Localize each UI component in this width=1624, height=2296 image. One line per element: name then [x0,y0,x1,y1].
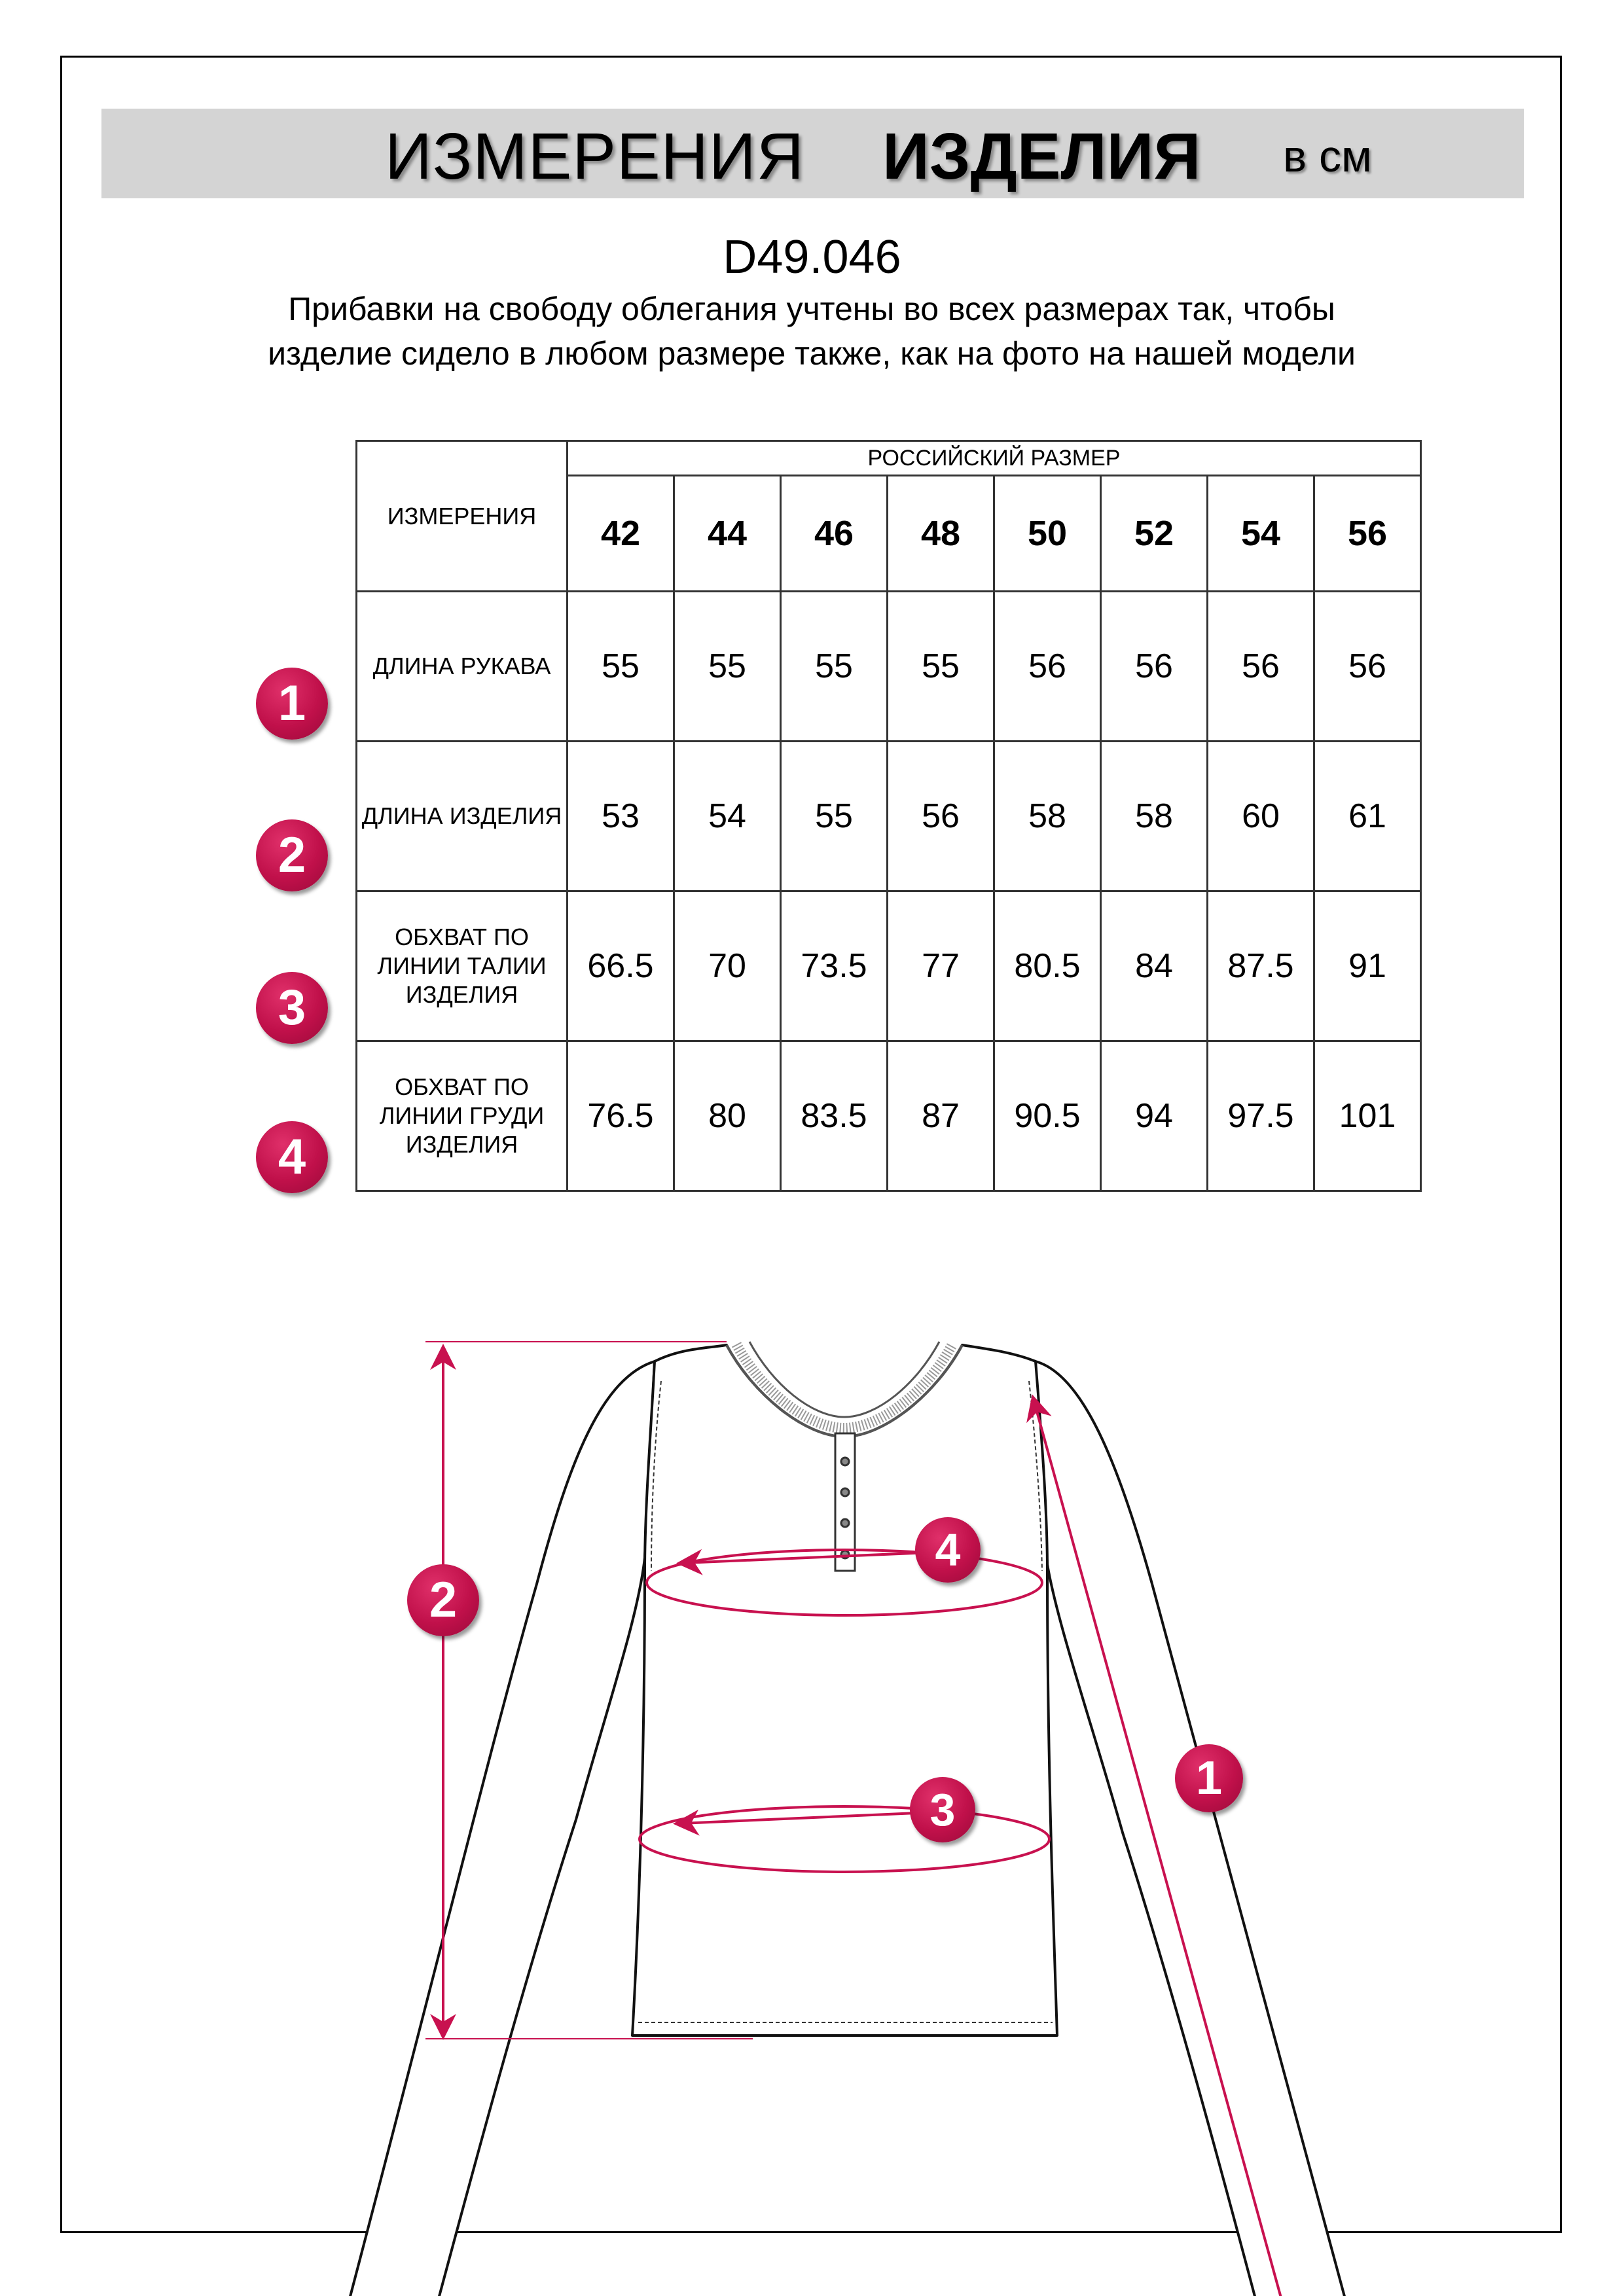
title-main: ИЗМЕРЕНИЯ [385,120,804,193]
value-cell: 90.5 [994,1041,1101,1191]
size-header: 50 [994,476,1101,592]
size-header: 52 [1101,476,1208,592]
value-cell: 101 [1314,1041,1421,1191]
value-cell: 55 [888,592,994,742]
size-header: 54 [1208,476,1314,592]
fit-note: Прибавки на свободу облегания учтены во всех размерах так, чтобы изделие сидело в любом размере также, как на фото на нашей модели [268,291,1356,372]
measurements-header: ИЗМЕРЕНИЯ [357,441,568,592]
value-cell: 94 [1101,1041,1208,1191]
size-header: 48 [888,476,994,592]
title-bold: ИЗДЕЛИЯ [882,120,1201,193]
sleeve-marker: 1 [1175,1744,1243,1812]
value-cell: 55 [781,742,888,891]
row-number-badge: 1 [256,668,328,740]
value-cell: 54 [674,742,781,891]
waist-marker: 3 [910,1777,975,1842]
right-sleeve-shape [1036,1361,1394,2296]
value-cell: 77 [888,891,994,1041]
value-cell: 80 [674,1041,781,1191]
article-number: D49.046 [723,231,901,283]
value-cell: 83.5 [781,1041,888,1191]
value-cell: 58 [1101,742,1208,891]
size-header: 42 [568,476,674,592]
value-cell: 84 [1101,891,1208,1041]
value-cell: 56 [1101,592,1208,742]
chest-marker: 4 [915,1517,981,1583]
size-header: 44 [674,476,781,592]
row-label: ОБХВАТ ПО ЛИНИИ ГРУДИ ИЗДЕЛИЯ [357,1041,568,1191]
row-number-badge: 3 [256,972,328,1044]
row-label: ДЛИНА РУКАВА [357,592,568,742]
value-cell: 73.5 [781,891,888,1041]
value-cell: 91 [1314,891,1421,1041]
row-number-badge: 2 [256,819,328,891]
row-label: ОБХВАТ ПО ЛИНИИ ТАЛИИ ИЗДЕЛИЯ [357,891,568,1041]
title-unit: в см [1283,132,1372,181]
value-cell: 55 [568,592,674,742]
value-cell: 87 [888,1041,994,1191]
value-cell: 55 [674,592,781,742]
value-cell: 53 [568,742,674,891]
value-cell: 60 [1208,742,1314,891]
size-system-header: РОССИЙСКИЙ РАЗМЕР [568,441,1421,476]
value-cell: 56 [888,742,994,891]
value-cell: 56 [1314,592,1421,742]
row-label: ДЛИНА ИЗДЕЛИЯ [357,742,568,891]
row-number-badge: 4 [256,1121,328,1193]
value-cell: 97.5 [1208,1041,1314,1191]
size-header: 56 [1314,476,1421,592]
value-cell: 58 [994,742,1101,891]
value-cell: 76.5 [568,1041,674,1191]
size-header: 46 [781,476,888,592]
value-cell: 56 [994,592,1101,742]
value-cell: 87.5 [1208,891,1314,1041]
left-sleeve-shape [298,1361,655,2296]
value-cell: 66.5 [568,891,674,1041]
value-cell: 70 [674,891,781,1041]
length-marker: 2 [407,1564,479,1636]
value-cell: 80.5 [994,891,1101,1041]
value-cell: 56 [1208,592,1314,742]
value-cell: 61 [1314,742,1421,891]
value-cell: 55 [781,592,888,742]
